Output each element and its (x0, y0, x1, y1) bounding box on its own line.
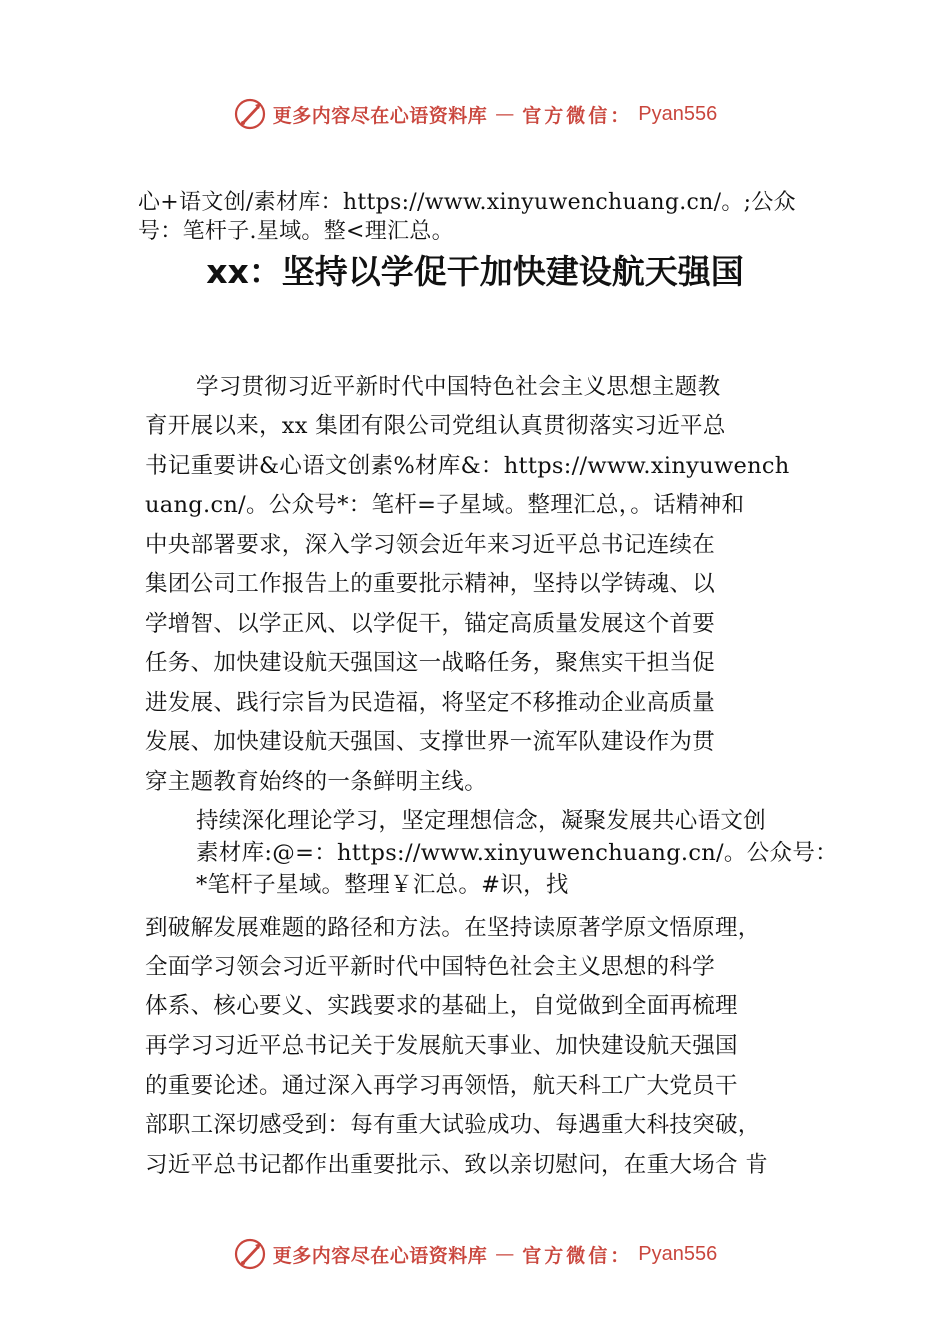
paragraph-line: 再学习习近平总书记关于发展航天事业、加快建设航天强国 (145, 1033, 738, 1059)
paragraph-line: 发展、加快建设航天强国、支撑世界一流军队建设作为贯 (145, 729, 716, 755)
paragraph-line: 体系、核心要义、实践要求的基础上，自觉做到全面再梳理 (145, 993, 738, 1019)
paragraph-line: *笔杆子星域。整理￥汇总。#识，找 (196, 872, 569, 898)
paragraph-line: 部职工深切感受到：每有重大试验成功、每遇重大科技突破， (145, 1112, 761, 1138)
paragraph-line: 习近平总书记都作出重要批示、致以亲切慰问，在重大场合 肯 (145, 1152, 769, 1178)
paragraph-line: 育开展以来，xx 集团有限公司党组认真贯彻落实习近平总 (145, 413, 726, 439)
banner-main-text: 更多内容尽在心语资料库 (272, 104, 488, 127)
header-note-line-2: 号：笔杆子.星域。整<理汇总。 (138, 219, 454, 244)
paragraph-line: 中央部署要求，深入学习领会近年来习近平总书记连续在 (145, 532, 716, 558)
paragraph-line: 进发展、践行宗旨为民造福，将坚定不移推动企业高质量 (145, 690, 716, 716)
paragraph-line: 到破解发展难题的路径和方法。在坚持读原著学原文悟原理， (145, 915, 761, 941)
paragraph-line: 全面学习领会习近平新时代中国特色社会主义思想的科学 (145, 954, 716, 980)
paragraph-line: 穿主题教育始终的一条鲜明主线。 (145, 769, 488, 795)
paragraph-line: 集团公司工作报告上的重要批示精神，坚持以学铸魂、以 (145, 571, 716, 597)
watermark-banner-top (0, 94, 950, 134)
paragraph-line: 学增智、以学正风、以学促干，锚定高质量发展这个首要 (145, 611, 716, 637)
paragraph-line: uang.cn/。公众号*：笔杆=子星域。整理汇总，。话精神和 (145, 492, 745, 518)
paragraph-line: 素材库:@=：https://www.xinyuwenchuang.cn/。公众号： (196, 840, 838, 866)
paragraph-line: 的重要论述。通过深入再学习再领悟，航天科工广大党员干 (145, 1073, 738, 1099)
paragraph-line: 学习贯彻习近平新时代中国特色社会主义思想主题教 (196, 374, 721, 400)
quill-logo-icon (233, 97, 267, 131)
banner-separator: — (495, 103, 515, 125)
paragraph-line: 任务、加快建设航天强国这一战略任务，聚焦实干担当促 (145, 650, 716, 676)
paragraph-line: 书记重要讲&心语文创素%材库&：https://www.xinyuwench (145, 453, 790, 479)
page-title: xx：坚持以学促干加快建设航天强国 (206, 252, 744, 291)
banner-wechat-id: Pyan556 (638, 1242, 718, 1265)
header-note-line-1: 心+语文创/素材库：https://www.xinyuwenchuang.cn/。;公众 (138, 190, 796, 215)
banner-wechat-label: 官方微信： (522, 1244, 633, 1267)
banner-main-text: 更多内容尽在心语资料库 (272, 1244, 488, 1267)
banner-separator: — (495, 1243, 515, 1265)
paragraph-line: 持续深化理论学习，坚定理想信念，凝聚发展共心语文创 (196, 808, 767, 834)
watermark-banner-bottom (0, 1234, 950, 1274)
quill-logo-icon (233, 1237, 267, 1271)
banner-wechat-label: 官方微信： (522, 104, 633, 127)
banner-wechat-id: Pyan556 (638, 102, 718, 125)
